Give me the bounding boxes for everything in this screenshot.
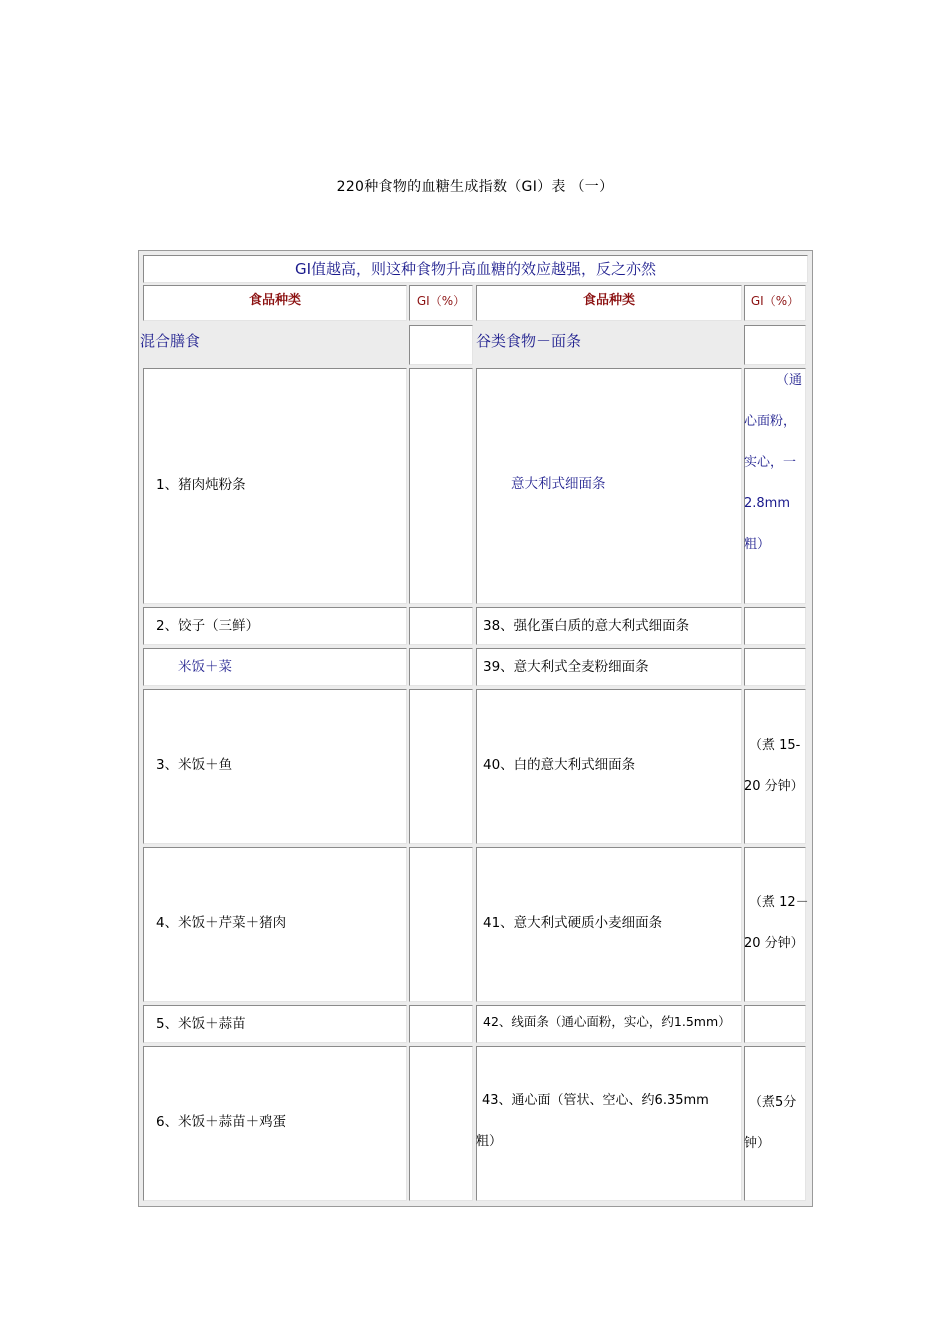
food-name: 40、白的意大利式细面条 [483, 757, 636, 773]
food-name: 42、线面条（通心面粉，实心，约1.5mm） [483, 1014, 731, 1029]
table-row [143, 847, 407, 1002]
food-name: 意大利式细面条 [511, 476, 606, 492]
gi-note-line: 粗） [744, 537, 771, 552]
food-name: 2、饺子（三鲜） [156, 618, 260, 634]
table-row [143, 368, 407, 604]
food-name: 38、强化蛋白质的意大利式细面条 [483, 618, 690, 634]
gi-value-cell [744, 607, 806, 645]
category-cell-left [409, 325, 473, 365]
food-name: 4、米饭＋芹菜＋猪肉 [156, 915, 287, 931]
gi-value-cell [409, 648, 473, 686]
food-name: 米饭＋菜 [178, 659, 232, 675]
gi-value-cell [744, 648, 806, 686]
gi-value-cell [409, 1005, 473, 1043]
food-cell-right [476, 1005, 742, 1043]
food-name: 41、意大利式硬质小麦细面条 [483, 915, 663, 931]
table-row [143, 1046, 407, 1201]
table-row [143, 1005, 407, 1043]
food-cell-right [476, 689, 742, 844]
gi-note-line: 实心，一 [744, 455, 797, 470]
table-row [143, 689, 407, 844]
food-name: 1、猪肉炖粉条 [156, 477, 246, 493]
food-cell-right [476, 607, 742, 645]
category-right: 谷类食物－面条 [476, 332, 582, 350]
header-left-food: 食品种类 [143, 285, 407, 321]
gi-table [138, 250, 813, 1207]
table-row [143, 607, 407, 645]
gi-value-cell [409, 689, 473, 844]
gi-note-line: 心面粉， [744, 414, 797, 429]
gi-note-line: 钟） [744, 1136, 771, 1151]
document-title: 220种食物的血糖生成指数（GI）表 （一） [336, 179, 614, 195]
category-left: 混合膳食 [140, 332, 201, 350]
gi-note-line: （煮 15- [749, 738, 801, 753]
food-cell-right [476, 847, 742, 1002]
header-left-gi: GI（%） [409, 285, 473, 321]
food-cell-right [476, 648, 742, 686]
gi-note-line: 20 分钟） [744, 779, 804, 794]
gi-value-cell [409, 847, 473, 1002]
food-name-line: 粗） [476, 1134, 503, 1149]
food-name: 39、意大利式全麦粉细面条 [483, 659, 649, 675]
gi-note-line: 20 分钟） [744, 936, 804, 951]
header-right-food: 食品种类 [476, 285, 742, 321]
gi-note-line: （煮5分 [749, 1095, 797, 1110]
table-row [143, 648, 407, 686]
gi-value-cell [744, 1005, 806, 1043]
gi-value-cell [409, 607, 473, 645]
gi-note-line: （通 [776, 373, 803, 388]
header-right-gi: GI（%） [744, 285, 806, 321]
gi-value-cell [409, 1046, 473, 1201]
gi-note-line: （煮 12－ [749, 895, 809, 910]
food-cell-right [476, 368, 742, 604]
food-name: 6、米饭＋蒜苗＋鸡蛋 [156, 1114, 287, 1130]
food-name-line: 43、通心面（管状、空心、约6.35mm [482, 1093, 709, 1108]
category-cell-right-gi [744, 325, 806, 365]
food-name: 5、米饭＋蒜苗 [156, 1016, 246, 1032]
table-banner: GI值越高，则这种食物升高血糖的效应越强，反之亦然 [143, 255, 808, 283]
food-name: 3、米饭＋鱼 [156, 757, 233, 773]
gi-note-line: 2.8mm [744, 496, 791, 511]
gi-value-cell [409, 368, 473, 604]
food-cell-right [476, 1046, 742, 1201]
